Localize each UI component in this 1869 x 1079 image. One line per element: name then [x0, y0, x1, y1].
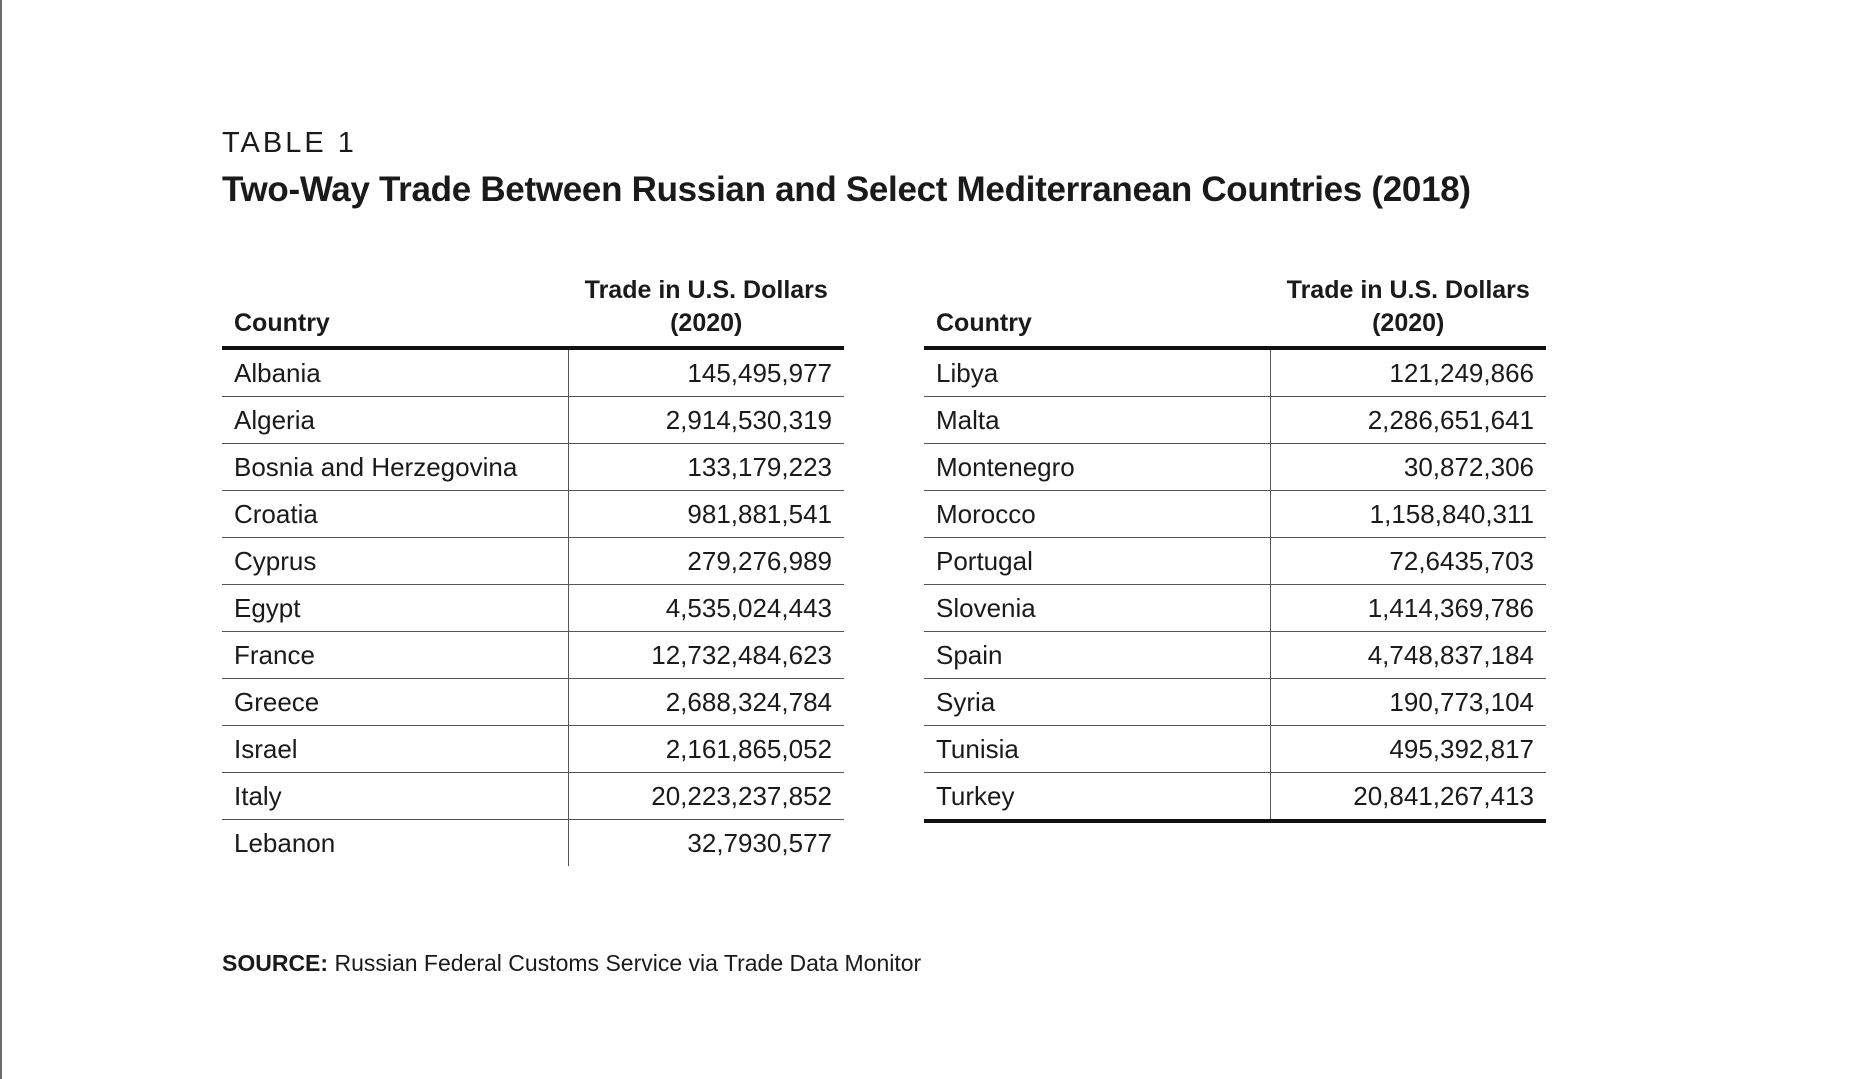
source-note — [222, 948, 921, 978]
country-cell: France — [222, 632, 569, 679]
country-cell: Italy — [222, 773, 569, 820]
country-cell: Algeria — [222, 397, 569, 444]
table-row — [924, 397, 1546, 444]
table-row — [222, 632, 844, 679]
trade-value-cell: 279,276,989 — [569, 538, 845, 585]
country-cell: Croatia — [222, 491, 569, 538]
trade-value-cell: 1,158,840,311 — [1271, 491, 1547, 538]
column-header-trade-value-line1: Trade in U.S. Dollars — [1286, 276, 1530, 304]
country-cell: Morocco — [924, 491, 1271, 538]
country-cell: Tunisia — [924, 726, 1271, 773]
table-row — [924, 726, 1546, 773]
country-cell: Slovenia — [924, 585, 1271, 632]
table-body-right — [924, 348, 1546, 821]
country-cell: Israel — [222, 726, 569, 773]
column-header-trade-value — [569, 274, 845, 348]
trade-value-cell: 2,914,530,319 — [569, 397, 845, 444]
table-row — [924, 773, 1546, 822]
country-cell: Libya — [924, 348, 1271, 397]
trade-table-left — [222, 274, 844, 866]
table-header-row — [222, 274, 844, 348]
table-row — [222, 397, 844, 444]
country-cell: Malta — [924, 397, 1271, 444]
country-cell: Spain — [924, 632, 1271, 679]
country-cell: Montenegro — [924, 444, 1271, 491]
column-header-trade-value-line2: (2020) — [1372, 309, 1445, 337]
table-row — [222, 444, 844, 491]
trade-value-cell: 2,286,651,641 — [1271, 397, 1547, 444]
source-label: SOURCE: — [222, 950, 329, 976]
trade-value-cell: 20,841,267,413 — [1271, 773, 1547, 822]
trade-value-cell: 145,495,977 — [569, 348, 845, 397]
table-row — [222, 585, 844, 632]
table-label: TABLE 1 — [222, 127, 357, 159]
page-left-border — [0, 0, 2, 1079]
table-row — [222, 773, 844, 820]
trade-value-cell: 2,161,865,052 — [569, 726, 845, 773]
column-header-trade-value — [1271, 274, 1547, 348]
table-row — [222, 726, 844, 773]
table-row — [222, 679, 844, 726]
country-cell: Lebanon — [222, 820, 569, 867]
country-cell: Albania — [222, 348, 569, 397]
trade-value-cell: 495,392,817 — [1271, 726, 1547, 773]
source-text: Russian Federal Customs Service via Trade Data Monitor — [328, 950, 922, 976]
country-cell: Greece — [222, 679, 569, 726]
column-header-trade-value-line2: (2020) — [670, 309, 743, 337]
country-cell: Turkey — [924, 773, 1271, 822]
document — [222, 126, 1782, 976]
trade-value-cell: 32,7930,577 — [687, 828, 832, 858]
trade-value-cell: 4,748,837,184 — [1271, 632, 1547, 679]
table-row — [924, 348, 1546, 397]
table-body-left — [222, 348, 844, 866]
table-row — [924, 632, 1546, 679]
column-header-country: Country — [924, 274, 1271, 348]
table-row — [222, 348, 844, 397]
country-cell: Portugal — [924, 538, 1271, 585]
trade-value-cell: 1,414,369,786 — [1271, 585, 1547, 632]
trade-value-cell: 190,773,104 — [1271, 679, 1547, 726]
table-header-row — [924, 274, 1546, 348]
table-row — [924, 491, 1546, 538]
column-header-country: Country — [222, 274, 569, 348]
table-row — [924, 444, 1546, 491]
country-cell: Bosnia and Herzegovina — [222, 444, 569, 491]
table-row — [222, 538, 844, 585]
table-row — [924, 585, 1546, 632]
trade-value-cell: 12,732,484,623 — [569, 632, 845, 679]
trade-value-cell: 4,535,024,443 — [569, 585, 845, 632]
column-header-trade-value-line1: Trade in U.S. Dollars — [584, 276, 828, 304]
table-title: Two-Way Trade Between Russian and Select Mediterranean Countries (2018) — [222, 170, 1471, 209]
table-row — [222, 820, 844, 867]
trade-value-cell: 981,881,541 — [569, 491, 845, 538]
trade-value-cell: 30,872,306 — [1271, 444, 1547, 491]
country-cell: Cyprus — [222, 538, 569, 585]
country-cell: Syria — [924, 679, 1271, 726]
table-row — [222, 491, 844, 538]
country-cell: Egypt — [222, 585, 569, 632]
trade-value-cell: 133,179,223 — [569, 444, 845, 491]
table-row — [924, 679, 1546, 726]
trade-value-cell: 72,6435,703 — [1271, 538, 1547, 585]
trade-value-cell: 121,249,866 — [1271, 348, 1547, 397]
trade-table-right — [924, 274, 1546, 823]
table-row — [924, 538, 1546, 585]
trade-value-cell: 2,688,324,784 — [569, 679, 845, 726]
trade-value-cell: 20,223,237,852 — [569, 773, 845, 820]
